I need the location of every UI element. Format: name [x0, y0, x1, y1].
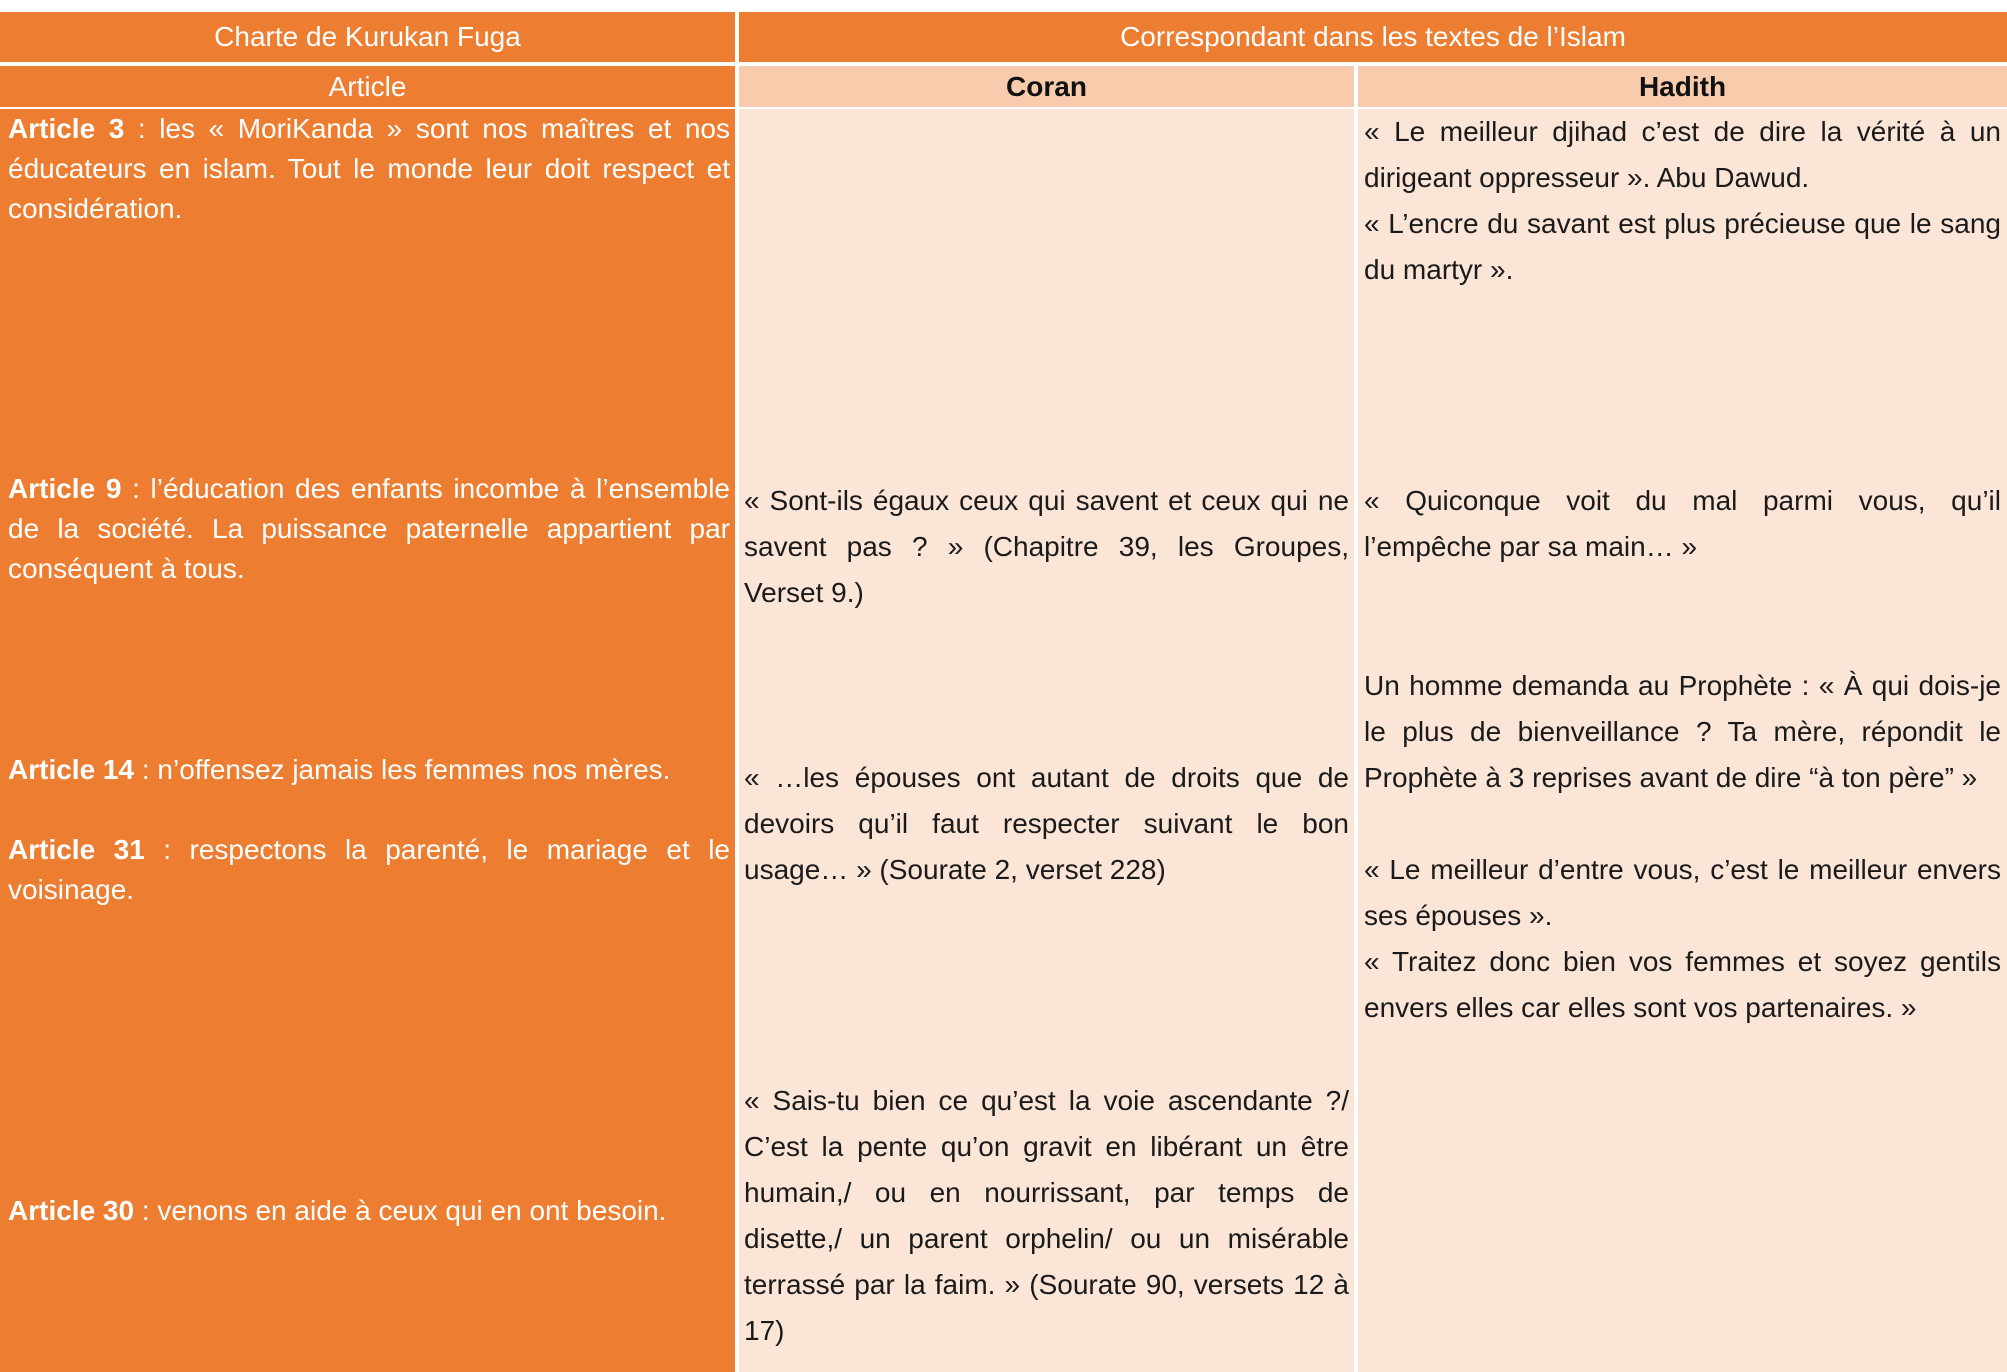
article-9-label: Article 9 — [8, 473, 122, 504]
column-header-coran: Coran — [1006, 70, 1087, 102]
hadith-quote-1: « Le meilleur djihad c’est de dire la vérité à un dirigeant oppresseur ». Abu Dawud. — [1364, 116, 2001, 193]
header-hadith-cell — [1358, 66, 2007, 107]
article-3-text: : les « MoriKanda » sont nos maîtres et nos éducateurs en islam. Tout le monde leur doit respect et considération. — [8, 113, 730, 224]
hadith-quote-4: Un homme demanda au Prophète : « À qui dois-je le plus de bienveillance ? Ta mère, répondit le Prophète à 3 reprises avant de dire “à ton père” » — [1364, 670, 2001, 793]
column-header-hadith: Hadith — [1638, 70, 1727, 102]
article-31-label: Article 31 — [8, 834, 145, 865]
coran-quote-2: « …les épouses ont autant de droits que de devoirs qu’il faut respecter suivant le bon usage… » (Sourate 2, verset 228) — [744, 762, 1349, 885]
article-9-text: : l’éducation des enfants incombe à l’ensemble de la société. La puissance paternelle appartient par conséquent à tous. — [8, 473, 730, 584]
article-31-text: : respectons la parenté, le mariage et le voisinage. — [8, 834, 730, 905]
article-column — [0, 109, 735, 1372]
article-3 — [8, 109, 730, 229]
hadith-column — [1358, 109, 2007, 1372]
article-3-label: Article 3 — [8, 113, 125, 144]
hadith-quote-6: « Traitez donc bien vos femmes et soyez gentils envers elles car elles sont vos partenaires. » — [1364, 946, 2001, 1023]
hadith-quote-2: « L’encre du savant est plus précieuse que le sang du martyr ». — [1364, 208, 2001, 285]
header-article-cell — [0, 66, 735, 107]
article-9 — [8, 469, 730, 589]
header-charter-cell — [0, 12, 735, 62]
header-islam-cell — [739, 12, 2007, 62]
header-charter-title: Charte de Kurukan Fuga — [214, 21, 521, 52]
article-30 — [8, 1191, 730, 1231]
article-30-text: : venons en aide à ceux qui en ont besoin. — [134, 1195, 667, 1226]
article-30-label: Article 30 — [8, 1195, 135, 1226]
column-header-article: Article — [328, 70, 407, 102]
coran-column — [739, 109, 1354, 1372]
coran-quote-1: « Sont-ils égaux ceux qui savent et ceux qui ne savent pas ? » (Chapitre 39, les Groupes, Verset 9.) — [744, 485, 1349, 608]
header-coran-cell — [739, 66, 1354, 107]
hadith-quote-3: « Quiconque voit du mal parmi vous, qu’il l’empêche par sa main… » — [1364, 485, 2001, 562]
coran-quote-3: « Sais-tu bien ce qu’est la voie ascendante ?/ C’est la pente qu’on gravit en libérant un être humain,/ ou en nourrissant, par temps de disette,/ un parent orphelin/ ou un misérable terrassé par la faim. » (Sourate 90, versets 12 à 17) — [744, 1085, 1349, 1346]
article-14 — [8, 750, 730, 790]
article-14-label: Article 14 — [8, 754, 135, 785]
article-31 — [8, 830, 730, 910]
hadith-quote-5: « Le meilleur d’entre vous, c’est le meilleur envers ses épouses ». — [1364, 854, 2001, 931]
header-islam-title: Correspondant dans les textes de l’Islam — [1120, 21, 1626, 52]
article-14-text: : n’offensez jamais les femmes nos mères. — [134, 754, 671, 785]
